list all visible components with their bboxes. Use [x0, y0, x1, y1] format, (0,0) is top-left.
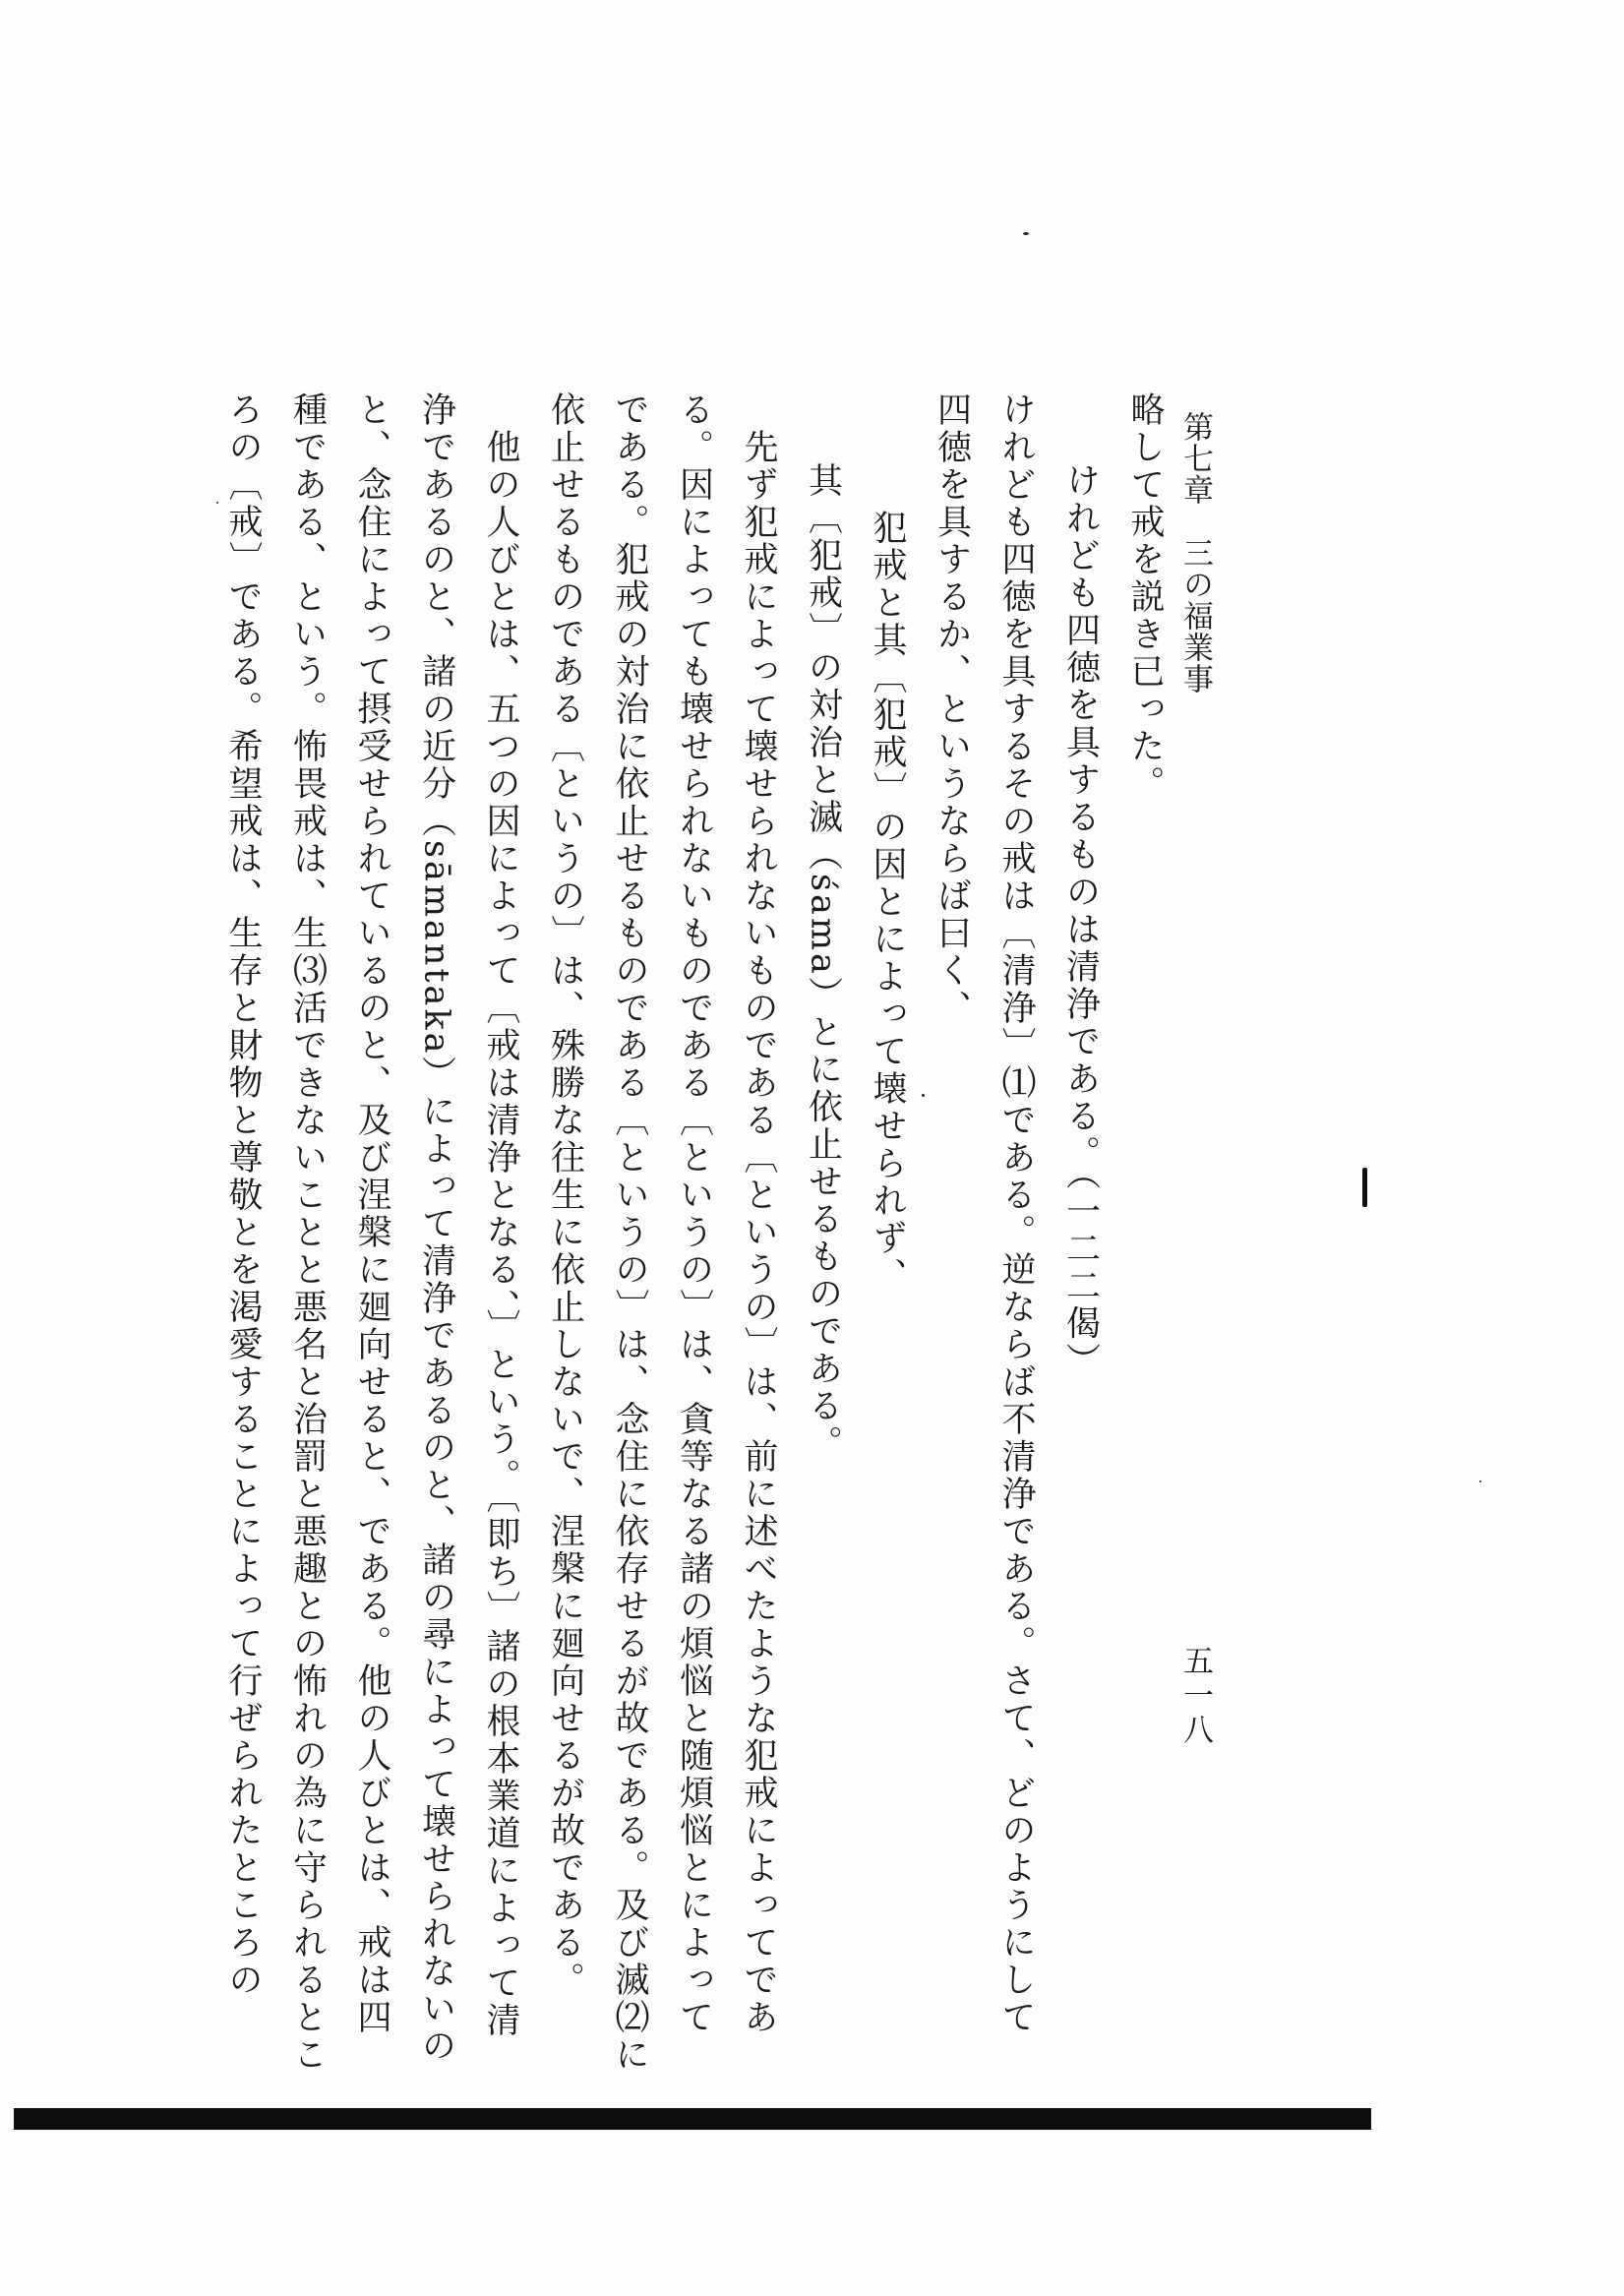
- scan-speck: [922, 1094, 925, 1097]
- text-line: 略して戒を説き已った。: [1125, 392, 1165, 803]
- text-line: 四徳を具するか、というならば曰く、: [932, 392, 972, 1027]
- bottom-scan-edge: [14, 2108, 1371, 2130]
- verse-line: けれども四徳を具するものは清浄である。（一二二偈）: [1060, 462, 1101, 1380]
- text-line: 他の人びとは、五つの因によって〔戒は清浄となる、〕という。〔即ち〕諸の根本業道によって清: [481, 429, 520, 2039]
- scan-mark: [1362, 1168, 1367, 1207]
- verse-line: 犯戒と其〔犯戒〕の因とによって壊せられず、: [868, 510, 907, 1295]
- page-number: 五一八: [1177, 1645, 1213, 1748]
- scan-speck: [1023, 232, 1029, 235]
- text-line: ろの〔戒〕である。希望戒は、生存と財物と尊敬とを渇愛することによって行ぜられたところの: [223, 392, 263, 1999]
- scan-speck: [1479, 1480, 1481, 1482]
- text-line: と、念住によって摂受せられているのと、及び涅槃に廻向せると、である。他の人びとは、戒は四: [352, 392, 391, 2036]
- body-text: [211, 392, 1177, 2074]
- scan-speck: [216, 502, 218, 504]
- text-line: けれども四徳を具するその戒は〔清浄〕⑴である。逆ならば不清浄である。さて、どのようにして: [996, 392, 1036, 2036]
- text-line: 先ず犯戒によって壊せられないものである〔というの〕は、前に述べたような犯戒によってであ: [739, 429, 778, 2036]
- text-line: る。因によっても壊せられないものである〔というの〕は、貪等なる諸の煩悩と随煩悩とによって: [674, 392, 714, 2036]
- text-line: 種である、という。怖畏戒は、生⑶活できないことと悪名と治罰と悪趣との怖れの為に守られるとこ: [287, 392, 328, 2074]
- text-line: である。犯戒の対治に依止せるものである〔というの〕は、念住に依存せるが故である。及び滅⑵に: [610, 392, 649, 2074]
- verse-line: 其〔犯戒〕の対治と滅（śama）とに依止せるものである。: [803, 462, 843, 1463]
- text-line: 浄であるのと、諸の近分（sāmantaka）によって清浄であるのと、諸の尋によって壊せられないの: [416, 392, 456, 2066]
- chapter-title: 第七章 三の福業事: [1177, 411, 1213, 695]
- text-line: 依止せるものである〔というの〕は、殊勝な往生に依止しないで、涅槃に廻向せるが故である。: [545, 392, 585, 1999]
